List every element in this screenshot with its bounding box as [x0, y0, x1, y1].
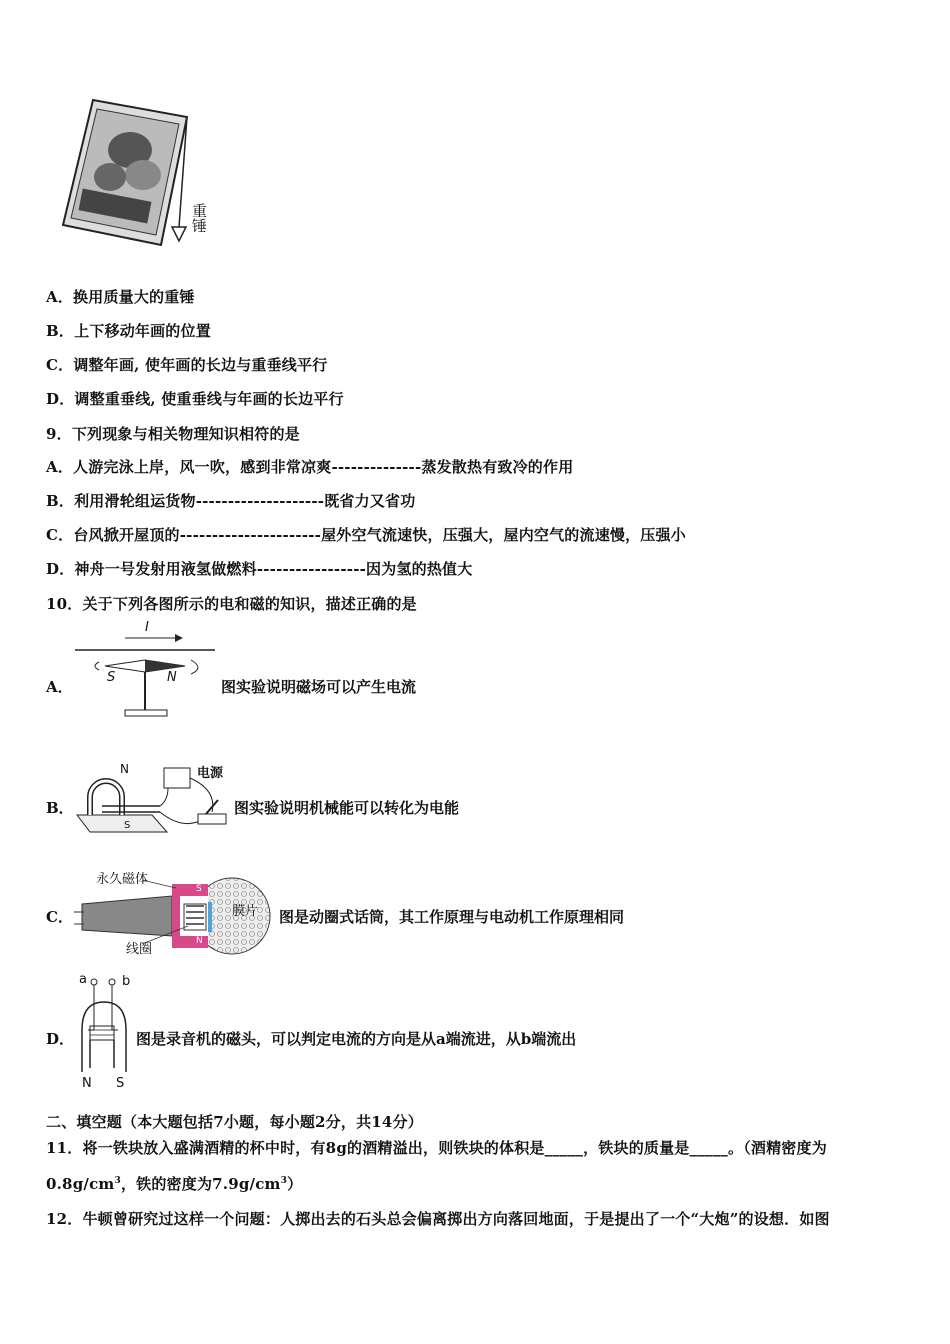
q10-a-s-label: S [107, 670, 116, 685]
q10-c-n-label: N [196, 936, 203, 946]
q10-d-figure [76, 972, 136, 1094]
q8-weight-label: 重锤 [190, 203, 208, 233]
q10-option-c-letter[interactable]: C． [46, 908, 73, 926]
q10-d-b-label: b [122, 974, 131, 989]
q10-option-b-letter[interactable]: B． [46, 799, 74, 817]
q10-option-a-letter[interactable]: A． [46, 678, 73, 696]
section2-heading: 二、填空题（本大题包括7小题，每小题2分，共14分） [46, 1113, 423, 1131]
oersted-experiment-illustration [75, 620, 220, 720]
q10-b-figure [72, 760, 232, 840]
q9-stem: 9．下列现象与相关物理知识相符的是 [46, 425, 300, 443]
q10-c-membrane-label: 膜片 [232, 904, 259, 919]
q11-sup-1: 3 [114, 1176, 121, 1186]
q10-option-d-letter[interactable]: D． [46, 1030, 75, 1048]
q9-option-a[interactable]: A．人游完泳上岸，风一吹，感到非常凉爽--------------蒸发散热有致冷的作用 [46, 458, 574, 476]
q10-c-s-label: S [196, 884, 202, 894]
q10-b-s-label: S [124, 820, 131, 831]
q11-line1: 11．将一铁块放入盛满酒精的杯中时，有8g的酒精溢出，则铁块的体积是_____，铁块的质量是_____。（酒精密度为 [46, 1139, 827, 1157]
q11-alcohol-density: 0.8g/cm [46, 1175, 115, 1193]
q10-c-magnet-label: 永久磁体 [96, 872, 149, 887]
q10-d-a-label: a [79, 972, 87, 987]
q10-c-coil-label: 线圈 [126, 942, 153, 957]
q10-option-d-text[interactable]: 图是录音机的磁头，可以判定电流的方向是从a端流进，从b端流出 [136, 1030, 577, 1048]
q11-line2 [46, 1173, 302, 1194]
q8-option-b[interactable]: B．上下移动年画的位置 [46, 322, 211, 340]
q10-b-n-label: N [120, 762, 129, 776]
q10-option-b-text[interactable]: 图实验说明机械能可以转化为电能 [234, 799, 460, 817]
q8-figure [55, 95, 225, 255]
q10-option-c-text[interactable]: 图是动圈式话筒，其工作原理与电动机工作原理相同 [279, 908, 625, 926]
q10-a-current-label: I [145, 620, 149, 635]
q8-option-c[interactable]: C．调整年画, 使年画的长边与重垂线平行 [46, 356, 328, 374]
q11-close-paren: ） [287, 1175, 303, 1193]
q9-option-b[interactable]: B．利用滑轮组运货物--------------------既省力又省功 [46, 492, 416, 510]
q8-option-d[interactable]: D．调整重垂线, 使重垂线与年画的长边平行 [46, 390, 344, 408]
q10-d-n-label: N [82, 1076, 92, 1091]
q10-a-n-label: N [167, 670, 177, 685]
q8-option-a[interactable]: A．换用质量大的重锤 [46, 288, 195, 306]
q11-iron-density: ，铁的密度为7.9g/cm [120, 1175, 281, 1193]
q10-option-a-text[interactable]: 图实验说明磁场可以产生电流 [221, 678, 417, 696]
q10-a-figure [75, 620, 220, 720]
q10-stem: 10．关于下列各图所示的电和磁的知识，描述正确的是 [46, 595, 417, 613]
q9-option-d[interactable]: D．神舟一号发射用液氢做燃料-----------------因为氢的热值大 [46, 560, 473, 578]
q10-c-figure [72, 866, 277, 958]
q9-option-c[interactable]: C．台风掀开屋顶的----------------------屋外空气流速快，压强大，屋内空气的流速慢，压强小 [46, 526, 686, 544]
q12-line1: 12．牛顿曾研究过这样一个问题：人掷出去的石头总会偏离掷出方向落回地面，于是提出了一个“大炮”的设想．如图 [46, 1210, 830, 1228]
q10-d-s-label: S [116, 1076, 125, 1091]
q11-sup-2: 3 [280, 1176, 288, 1186]
q10-b-power-label: 电源 [197, 766, 224, 781]
